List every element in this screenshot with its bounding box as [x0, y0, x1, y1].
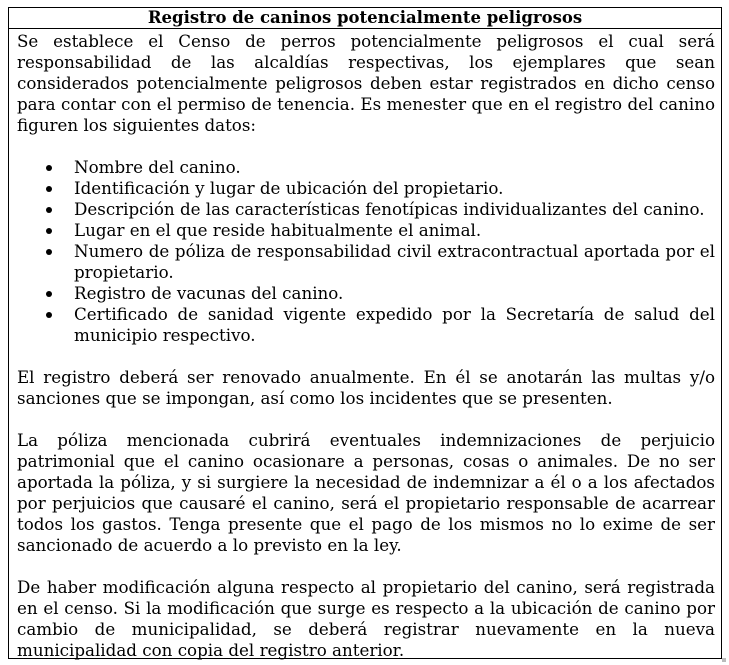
list-item: Registro de vacunas del canino.: [74, 283, 715, 304]
intro-paragraph: Se establece el Censo de perros potencialmente peligrosos el cual será responsabilidad de las alcaldías respectivas, los ejemplares que sean considerados potencialmente peligrosos deben estar registrados en dicho censo para contar con el permiso de tenencia. Es menester que en el registro del canino figuren los siguientes datos:: [17, 31, 715, 135]
document-title: Registro de caninos potencialmente peligrosos: [9, 8, 721, 29]
policy-paragraph: La póliza mencionada cubrirá eventuales indemnizaciones de perjuicio patrimonial que el canino ocasionare a personas, cosas o animales. De no ser aportada la póliza, y si surgiere la necesidad de indemnizar a él o a los afectados por perjuicios que causaré el canino, será el propietario responsable de acarrear todos los gastos. Tenga presente que el pago de los mismos no lo exime de ser sancionado de acuerdo a lo previsto en la ley.: [17, 430, 715, 555]
modification-paragraph: De haber modificación alguna respecto al propietario del canino, será registrada en el censo. Si la modificación que surge es respecto a la ubicación de canino por cambio de municipalidad, se deberá registrar nuevamente en la nueva municipalidad con copia del registro anterior.: [17, 577, 715, 660]
list-item: Numero de póliza de responsabilidad civil extracontractual aportada por el propietario.: [74, 241, 715, 282]
document-body: [9, 29, 721, 661]
requirements-list: [17, 157, 715, 346]
renewal-paragraph: El registro deberá ser renovado anualmente. En él se anotarán las multas y/o sanciones que se impongan, así como los incidentes que se presenten.: [17, 367, 715, 408]
list-item: Identificación y lugar de ubicación del propietario.: [74, 178, 715, 199]
list-item: Descripción de las características fenotípicas individualizantes del canino.: [74, 199, 715, 220]
list-item: Lugar en el que reside habitualmente el animal.: [74, 220, 715, 241]
list-item: Nombre del canino.: [74, 157, 715, 178]
corner-mark: [722, 658, 726, 662]
list-item: Certificado de sanidad vigente expedido por la Secretaría de salud del municipio respectivo.: [74, 304, 715, 345]
document-table: [8, 7, 722, 659]
